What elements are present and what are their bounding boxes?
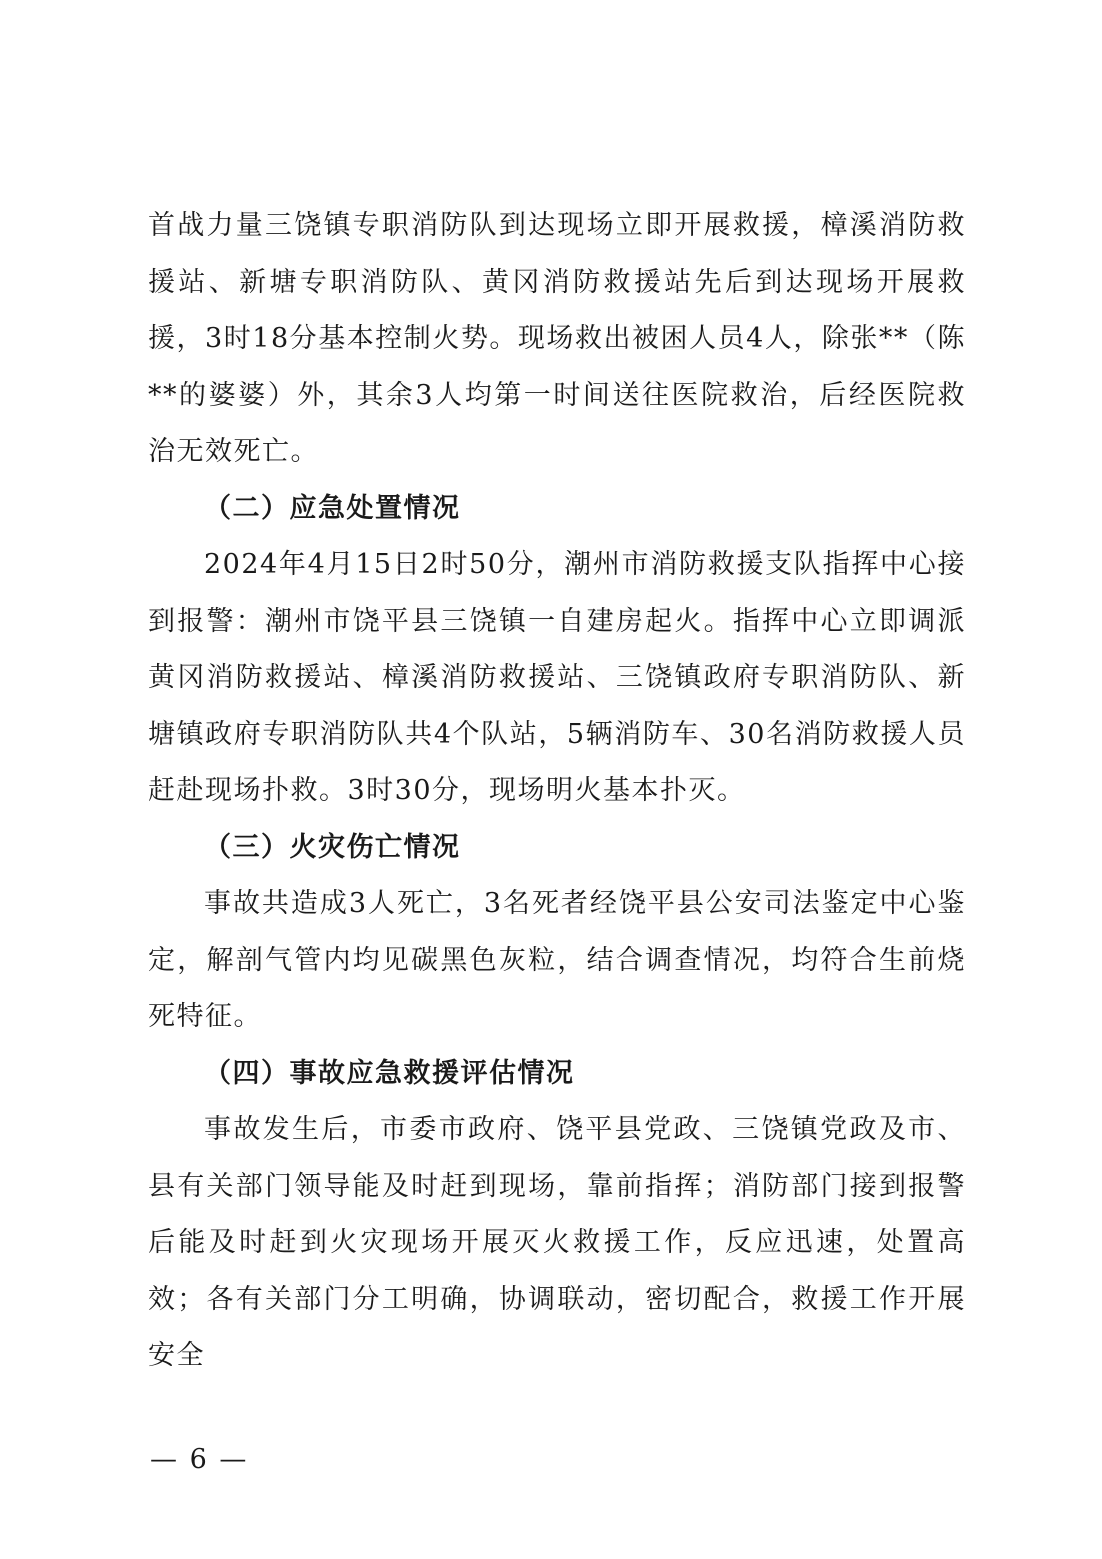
heading-emergency-response: （二）应急处置情况 xyxy=(204,492,461,524)
heading-rescue-evaluation: （四）事故应急救援评估情况 xyxy=(204,1057,575,1089)
page-number: — 6 — xyxy=(150,1444,249,1475)
paragraph-rescue-evaluation: 事故发生后，市委市政府、饶平县党政、三饶镇党政及市、县有关部门领导能及时赶到现场，靠前指挥；消防部门接到报警后能及时赶到火灾现场开展灭火救援工作，反应迅速，处置高效；各有关部门分工明确，协调联动，密切配合，救援工作开展安全 xyxy=(148,1114,966,1371)
paragraph-rescue-progress: 首战力量三饶镇专职消防队到达现场立即开展救援，樟溪消防救援站、新塘专职消防队、黄冈消防救援站先后到达现场开展救援，3时18分基本控制火势。现场救出被困人员4人，除张**（陈**的婆婆）外，其余3人均第一时间送往医院救治，后经医院救治无效死亡。 xyxy=(148,210,966,467)
paragraph-emergency-response: 2024年4月15日2时50分，潮州市消防救援支队指挥中心接到报警：潮州市饶平县三饶镇一自建房起火。指挥中心立即调派黄冈消防救援站、樟溪消防救援站、三饶镇政府专职消防队、新塘镇政府专职消防队共4个队站，5辆消防车、30名消防救援人员赶赴现场扑救。3时30分，现场明火基本扑灭。 xyxy=(148,549,966,806)
heading-casualties: （三）火灾伤亡情况 xyxy=(204,831,461,863)
document-body xyxy=(148,198,966,1385)
paragraph-casualties: 事故共造成3人死亡，3名死者经饶平县公安司法鉴定中心鉴定，解剖气管内均见碳黑色灰粒，结合调查情况，均符合生前烧死特征。 xyxy=(148,888,966,1032)
